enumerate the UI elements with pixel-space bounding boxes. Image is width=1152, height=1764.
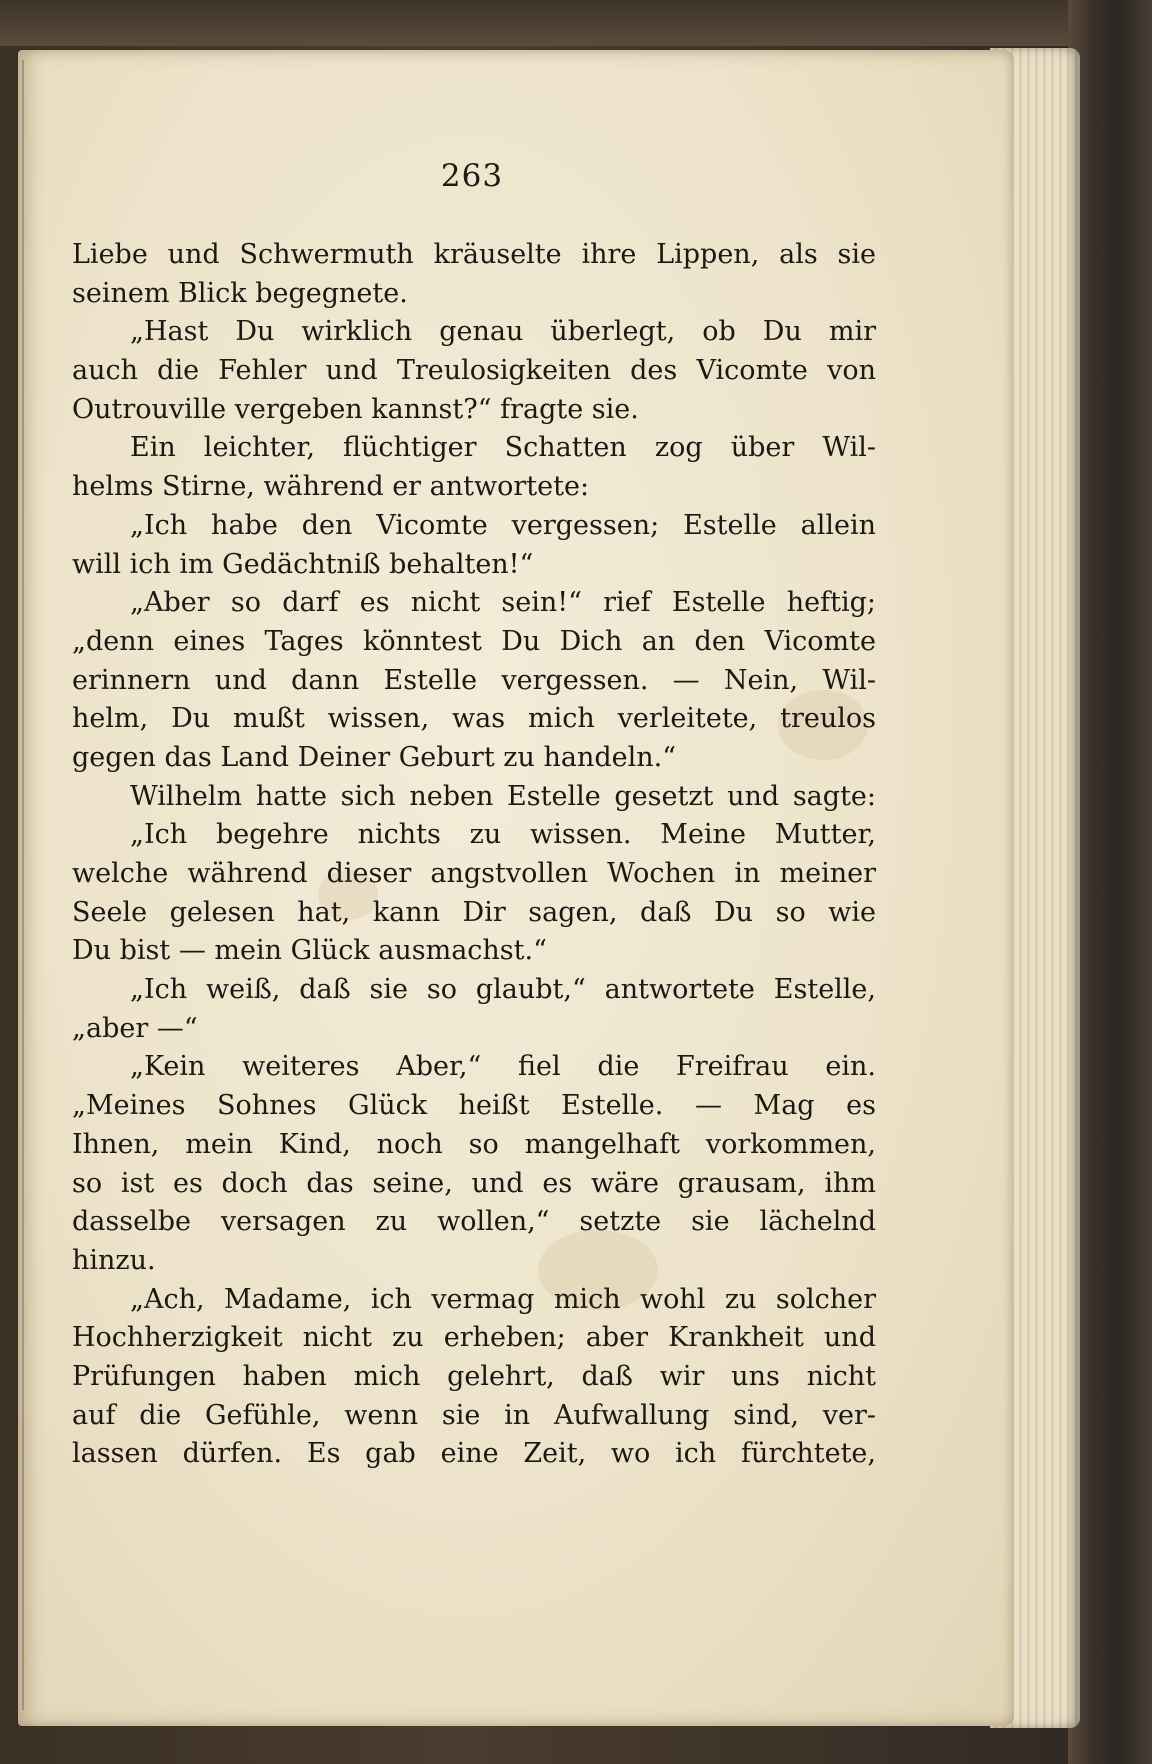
text-line: gegen das Land Deiner Geburt zu handeln.“: [72, 741, 677, 773]
text-line: hinzu.: [72, 1244, 156, 1276]
text-line: lassen dürfen. Es gab eine Zeit, wo ich fürchtete,: [72, 1438, 876, 1470]
text-line: welche während dieser angstvollen Wochen in meiner: [72, 858, 876, 889]
text-line: erinnern und dann Estelle vergessen. — Nein, Wil-: [72, 664, 876, 696]
page-text: [72, 236, 876, 1474]
text-line: seinem Blick begegnete.: [72, 277, 408, 309]
text-line: so ist es doch das seine, und es wäre grausam, ihm: [72, 1167, 876, 1199]
text-line: helm, Du mußt wissen, was mich verleitete, treulos: [72, 703, 876, 735]
text-line: will ich im Gedächtniß behalten!“: [72, 548, 534, 580]
text-line: auch die Fehler und Treulosigkeiten des Vicomte von: [72, 355, 876, 387]
page-number: 263: [440, 158, 504, 194]
book-cover-right: [1068, 0, 1152, 1764]
text-line: „Ach, Madame, ich vermag mich wohl zu solcher: [130, 1283, 876, 1315]
text-line: auf die Gefühle, wenn sie in Aufwallung sind, ver-: [72, 1399, 876, 1431]
text-line: „denn eines Tages könntest Du Dich an den Vicomte: [72, 625, 876, 657]
text-line: Du bist — mein Glück ausmachst.“: [72, 935, 547, 967]
text-line: Ein leichter, flüchtiger Schatten zog über Wil-: [130, 432, 876, 464]
text-line: „Kein weiteres Aber,“ fiel die Freifrau ein.: [130, 1051, 876, 1083]
text-line: Ihnen, mein Kind, noch so mangelhaft vorkommen,: [72, 1128, 876, 1160]
text-line: Seele gelesen hat, kann Dir sagen, daß Du so wie: [72, 896, 876, 928]
text-line: „Ich habe den Vicomte vergessen; Estelle allein: [130, 509, 876, 541]
text-line: Outrouville vergeben kannst?“ fragte sie.: [72, 393, 639, 425]
text-line: „Ich begehre nichts zu wissen. Meine Mutter,: [130, 819, 876, 851]
page-gutter: [22, 60, 24, 1710]
text-line: Prüfungen haben mich gelehrt, daß wir uns nicht: [72, 1360, 876, 1392]
text-line: „aber —“: [72, 1012, 198, 1044]
text-line: Wilhelm hatte sich neben Estelle gesetzt und sagte:: [130, 780, 876, 812]
text-line: „Hast Du wirklich genau überlegt, ob Du mir: [130, 316, 876, 348]
text-line: „Ich weiß, daß sie so glaubt,“ antwortete Estelle,: [130, 974, 876, 1006]
text-line: „Aber so darf es nicht sein!“ rief Estelle heftig;: [130, 587, 876, 619]
text-line: „Meines Sohnes Glück heißt Estelle. — Mag es: [72, 1090, 876, 1122]
book-cover-top: [0, 0, 1152, 46]
text-line: helms Stirne, während er antwortete:: [72, 471, 590, 503]
text-line: dasselbe versagen zu wollen,“ setzte sie lächelnd: [72, 1206, 876, 1238]
text-line: Hochherzigkeit nicht zu erheben; aber Krankheit und: [72, 1322, 876, 1354]
text-line: Liebe und Schwermuth kräuselte ihre Lippen, als sie: [72, 239, 876, 270]
